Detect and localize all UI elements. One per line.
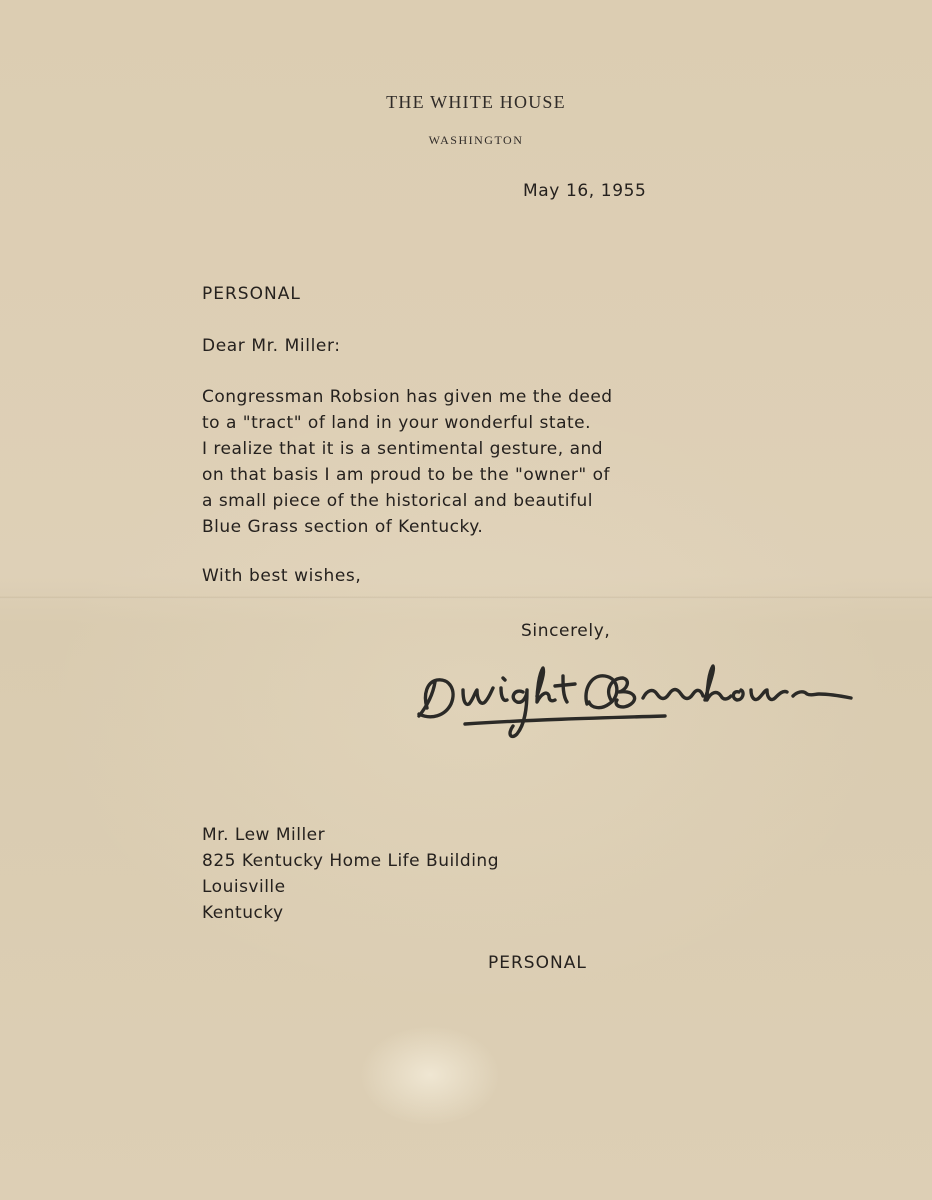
letterhead-subtitle: WASHINGTON [428,133,524,147]
body-paragraph [202,384,613,540]
body-line: to a "tract" of land in your wonderful state. [202,413,592,433]
address-line: Mr. Lew Miller [202,825,326,845]
sign-off: Sincerely, [521,621,611,641]
closing-line: With best wishes, [202,566,362,586]
paper-fold-line [0,596,932,599]
handwritten-signature [405,660,905,750]
body-line: Congressman Robsion has given me the deed [202,387,613,407]
body-line: Blue Grass section of Kentucky. [202,517,484,537]
letterhead-title: THE WHITE HOUSE [386,92,566,112]
personal-marking-bottom: PERSONAL [488,953,587,973]
address-line: Kentucky [202,903,284,923]
letter-date: May 16, 1955 [523,181,647,201]
salutation: Dear Mr. Miller: [202,336,341,356]
address-line: Louisville [202,877,286,897]
address-line: 825 Kentucky Home Life Building [202,851,499,871]
body-line: I realize that it is a sentimental gesture, and [202,439,604,459]
body-line: on that basis I am proud to be the "owner" of [202,465,611,485]
personal-marking-top: PERSONAL [202,284,301,304]
recipient-address [202,822,499,926]
body-line: a small piece of the historical and beautiful [202,491,594,511]
